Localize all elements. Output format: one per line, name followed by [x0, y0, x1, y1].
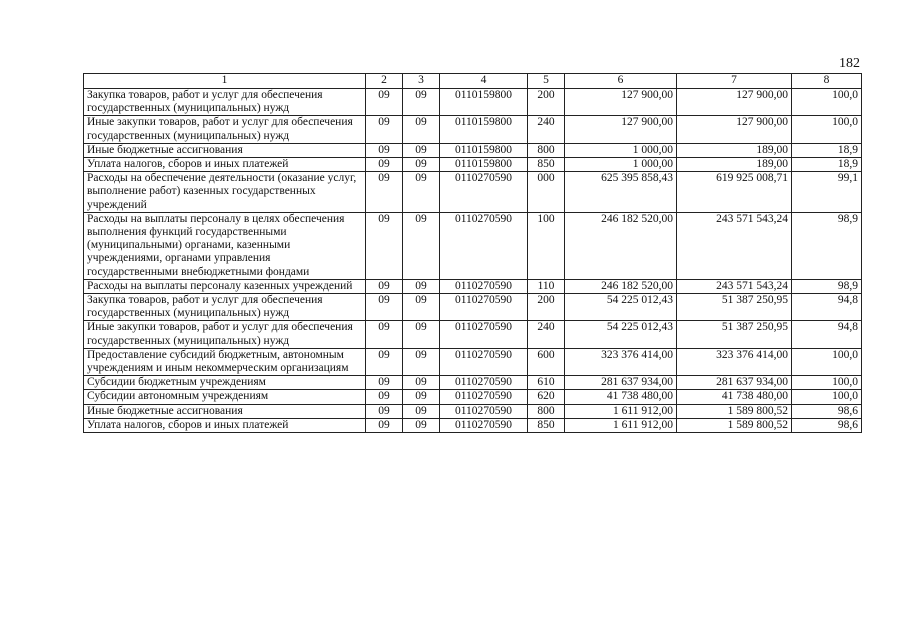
row-name: Иные бюджетные ассигнования	[84, 404, 366, 418]
cell-expense-type: 240	[528, 321, 565, 348]
cell-expense-type: 620	[528, 390, 565, 404]
header-row	[84, 74, 862, 89]
cell-subsection: 09	[403, 143, 440, 157]
cell-target-article: 0110270590	[440, 321, 528, 348]
cell-subsection: 09	[403, 348, 440, 375]
header-col-4: 4	[440, 74, 528, 89]
cell-col-7: 281 637 934,00	[677, 376, 792, 390]
cell-target-article: 0110159800	[440, 116, 528, 143]
cell-col-8: 98,6	[792, 418, 862, 432]
cell-col-7: 41 738 480,00	[677, 390, 792, 404]
cell-col-6: 281 637 934,00	[565, 376, 677, 390]
cell-col-6: 54 225 012,43	[565, 294, 677, 321]
cell-target-article: 0110159800	[440, 143, 528, 157]
cell-section: 09	[366, 404, 403, 418]
row-name: Расходы на выплаты персоналу казенных учреждений	[84, 279, 366, 293]
table-row	[84, 172, 862, 213]
table-body	[84, 89, 862, 433]
cell-target-article: 0110270590	[440, 348, 528, 375]
budget-table	[83, 73, 862, 433]
table-row	[84, 418, 862, 432]
cell-col-8: 98,9	[792, 212, 862, 279]
cell-section: 09	[366, 390, 403, 404]
table-row	[84, 89, 862, 116]
table-row	[84, 348, 862, 375]
cell-target-article: 0110270590	[440, 418, 528, 432]
cell-target-article: 0110270590	[440, 172, 528, 213]
table-row	[84, 376, 862, 390]
cell-col-8: 100,0	[792, 376, 862, 390]
row-name: Уплата налогов, сборов и иных платежей	[84, 418, 366, 432]
cell-col-7: 323 376 414,00	[677, 348, 792, 375]
cell-expense-type: 110	[528, 279, 565, 293]
cell-target-article: 0110270590	[440, 279, 528, 293]
cell-col-8: 100,0	[792, 116, 862, 143]
cell-target-article: 0110270590	[440, 294, 528, 321]
row-name: Иные закупки товаров, работ и услуг для обеспечения государственных (муниципальных) нужд	[84, 116, 366, 143]
cell-subsection: 09	[403, 294, 440, 321]
cell-target-article: 0110270590	[440, 376, 528, 390]
cell-subsection: 09	[403, 212, 440, 279]
cell-subsection: 09	[403, 404, 440, 418]
cell-section: 09	[366, 376, 403, 390]
row-name: Субсидии бюджетным учреждениям	[84, 376, 366, 390]
cell-col-6: 1 611 912,00	[565, 418, 677, 432]
cell-col-6: 323 376 414,00	[565, 348, 677, 375]
cell-target-article: 0110270590	[440, 404, 528, 418]
header-col-8: 8	[792, 74, 862, 89]
cell-target-article: 0110270590	[440, 212, 528, 279]
cell-subsection: 09	[403, 279, 440, 293]
cell-col-8: 18,9	[792, 143, 862, 157]
row-name: Закупка товаров, работ и услуг для обеспечения государственных (муниципальных) нужд	[84, 294, 366, 321]
row-name: Расходы на обеспечение деятельности (оказание услуг, выполнение работ) казенных государственных учреждений	[84, 172, 366, 213]
cell-subsection: 09	[403, 172, 440, 213]
cell-expense-type: 800	[528, 143, 565, 157]
page-number: 182	[839, 56, 860, 71]
cell-col-6: 127 900,00	[565, 116, 677, 143]
cell-col-6: 54 225 012,43	[565, 321, 677, 348]
cell-col-7: 189,00	[677, 143, 792, 157]
cell-col-7: 189,00	[677, 158, 792, 172]
header-col-5: 5	[528, 74, 565, 89]
table-row	[84, 404, 862, 418]
cell-subsection: 09	[403, 390, 440, 404]
cell-section: 09	[366, 294, 403, 321]
table-row	[84, 390, 862, 404]
table-row	[84, 158, 862, 172]
cell-col-7: 127 900,00	[677, 89, 792, 116]
table-header	[84, 74, 862, 89]
header-col-2: 2	[366, 74, 403, 89]
cell-subsection: 09	[403, 89, 440, 116]
cell-expense-type: 200	[528, 89, 565, 116]
cell-col-6: 246 182 520,00	[565, 212, 677, 279]
row-name: Иные бюджетные ассигнования	[84, 143, 366, 157]
cell-target-article: 0110270590	[440, 390, 528, 404]
row-name: Предоставление субсидий бюджетным, автономным учреждениям и иным некоммерческим организациям	[84, 348, 366, 375]
cell-col-7: 51 387 250,95	[677, 294, 792, 321]
cell-expense-type: 000	[528, 172, 565, 213]
cell-expense-type: 100	[528, 212, 565, 279]
cell-col-8: 94,8	[792, 321, 862, 348]
cell-section: 09	[366, 89, 403, 116]
cell-section: 09	[366, 172, 403, 213]
cell-col-7: 243 571 543,24	[677, 279, 792, 293]
cell-section: 09	[366, 418, 403, 432]
table-row	[84, 294, 862, 321]
cell-subsection: 09	[403, 418, 440, 432]
cell-col-6: 1 611 912,00	[565, 404, 677, 418]
cell-section: 09	[366, 321, 403, 348]
header-col-3: 3	[403, 74, 440, 89]
header-col-6: 6	[565, 74, 677, 89]
cell-expense-type: 800	[528, 404, 565, 418]
cell-subsection: 09	[403, 376, 440, 390]
table-row	[84, 212, 862, 279]
cell-col-8: 98,6	[792, 404, 862, 418]
cell-expense-type: 600	[528, 348, 565, 375]
cell-expense-type: 850	[528, 418, 565, 432]
cell-section: 09	[366, 158, 403, 172]
cell-target-article: 0110159800	[440, 158, 528, 172]
cell-expense-type: 850	[528, 158, 565, 172]
header-col-1: 1	[84, 74, 366, 89]
cell-col-7: 51 387 250,95	[677, 321, 792, 348]
cell-col-7: 1 589 800,52	[677, 418, 792, 432]
cell-expense-type: 200	[528, 294, 565, 321]
cell-col-8: 100,0	[792, 390, 862, 404]
cell-col-8: 98,9	[792, 279, 862, 293]
cell-col-6: 1 000,00	[565, 143, 677, 157]
cell-col-7: 1 589 800,52	[677, 404, 792, 418]
cell-col-6: 41 738 480,00	[565, 390, 677, 404]
cell-section: 09	[366, 212, 403, 279]
cell-section: 09	[366, 143, 403, 157]
cell-col-7: 127 900,00	[677, 116, 792, 143]
row-name: Иные закупки товаров, работ и услуг для обеспечения государственных (муниципальных) нужд	[84, 321, 366, 348]
cell-col-6: 127 900,00	[565, 89, 677, 116]
cell-subsection: 09	[403, 158, 440, 172]
header-col-7: 7	[677, 74, 792, 89]
cell-col-7: 619 925 008,71	[677, 172, 792, 213]
cell-col-6: 1 000,00	[565, 158, 677, 172]
cell-col-8: 99,1	[792, 172, 862, 213]
cell-col-8: 100,0	[792, 89, 862, 116]
cell-col-6: 246 182 520,00	[565, 279, 677, 293]
table-row	[84, 279, 862, 293]
table-row	[84, 116, 862, 143]
cell-expense-type: 610	[528, 376, 565, 390]
row-name: Субсидии автономным учреждениям	[84, 390, 366, 404]
row-name: Уплата налогов, сборов и иных платежей	[84, 158, 366, 172]
cell-section: 09	[366, 116, 403, 143]
cell-col-8: 18,9	[792, 158, 862, 172]
table-row	[84, 321, 862, 348]
cell-col-6: 625 395 858,43	[565, 172, 677, 213]
cell-col-8: 100,0	[792, 348, 862, 375]
cell-col-8: 94,8	[792, 294, 862, 321]
row-name: Расходы на выплаты персоналу в целях обеспечения выполнения функций государственными (муниципальными) органами, казенными учреждениями, органами управления государственными внебюджетными фондами	[84, 212, 366, 279]
cell-expense-type: 240	[528, 116, 565, 143]
cell-target-article: 0110159800	[440, 89, 528, 116]
table-row	[84, 143, 862, 157]
cell-subsection: 09	[403, 321, 440, 348]
cell-section: 09	[366, 279, 403, 293]
cell-subsection: 09	[403, 116, 440, 143]
cell-section: 09	[366, 348, 403, 375]
row-name: Закупка товаров, работ и услуг для обеспечения государственных (муниципальных) нужд	[84, 89, 366, 116]
cell-col-7: 243 571 543,24	[677, 212, 792, 279]
